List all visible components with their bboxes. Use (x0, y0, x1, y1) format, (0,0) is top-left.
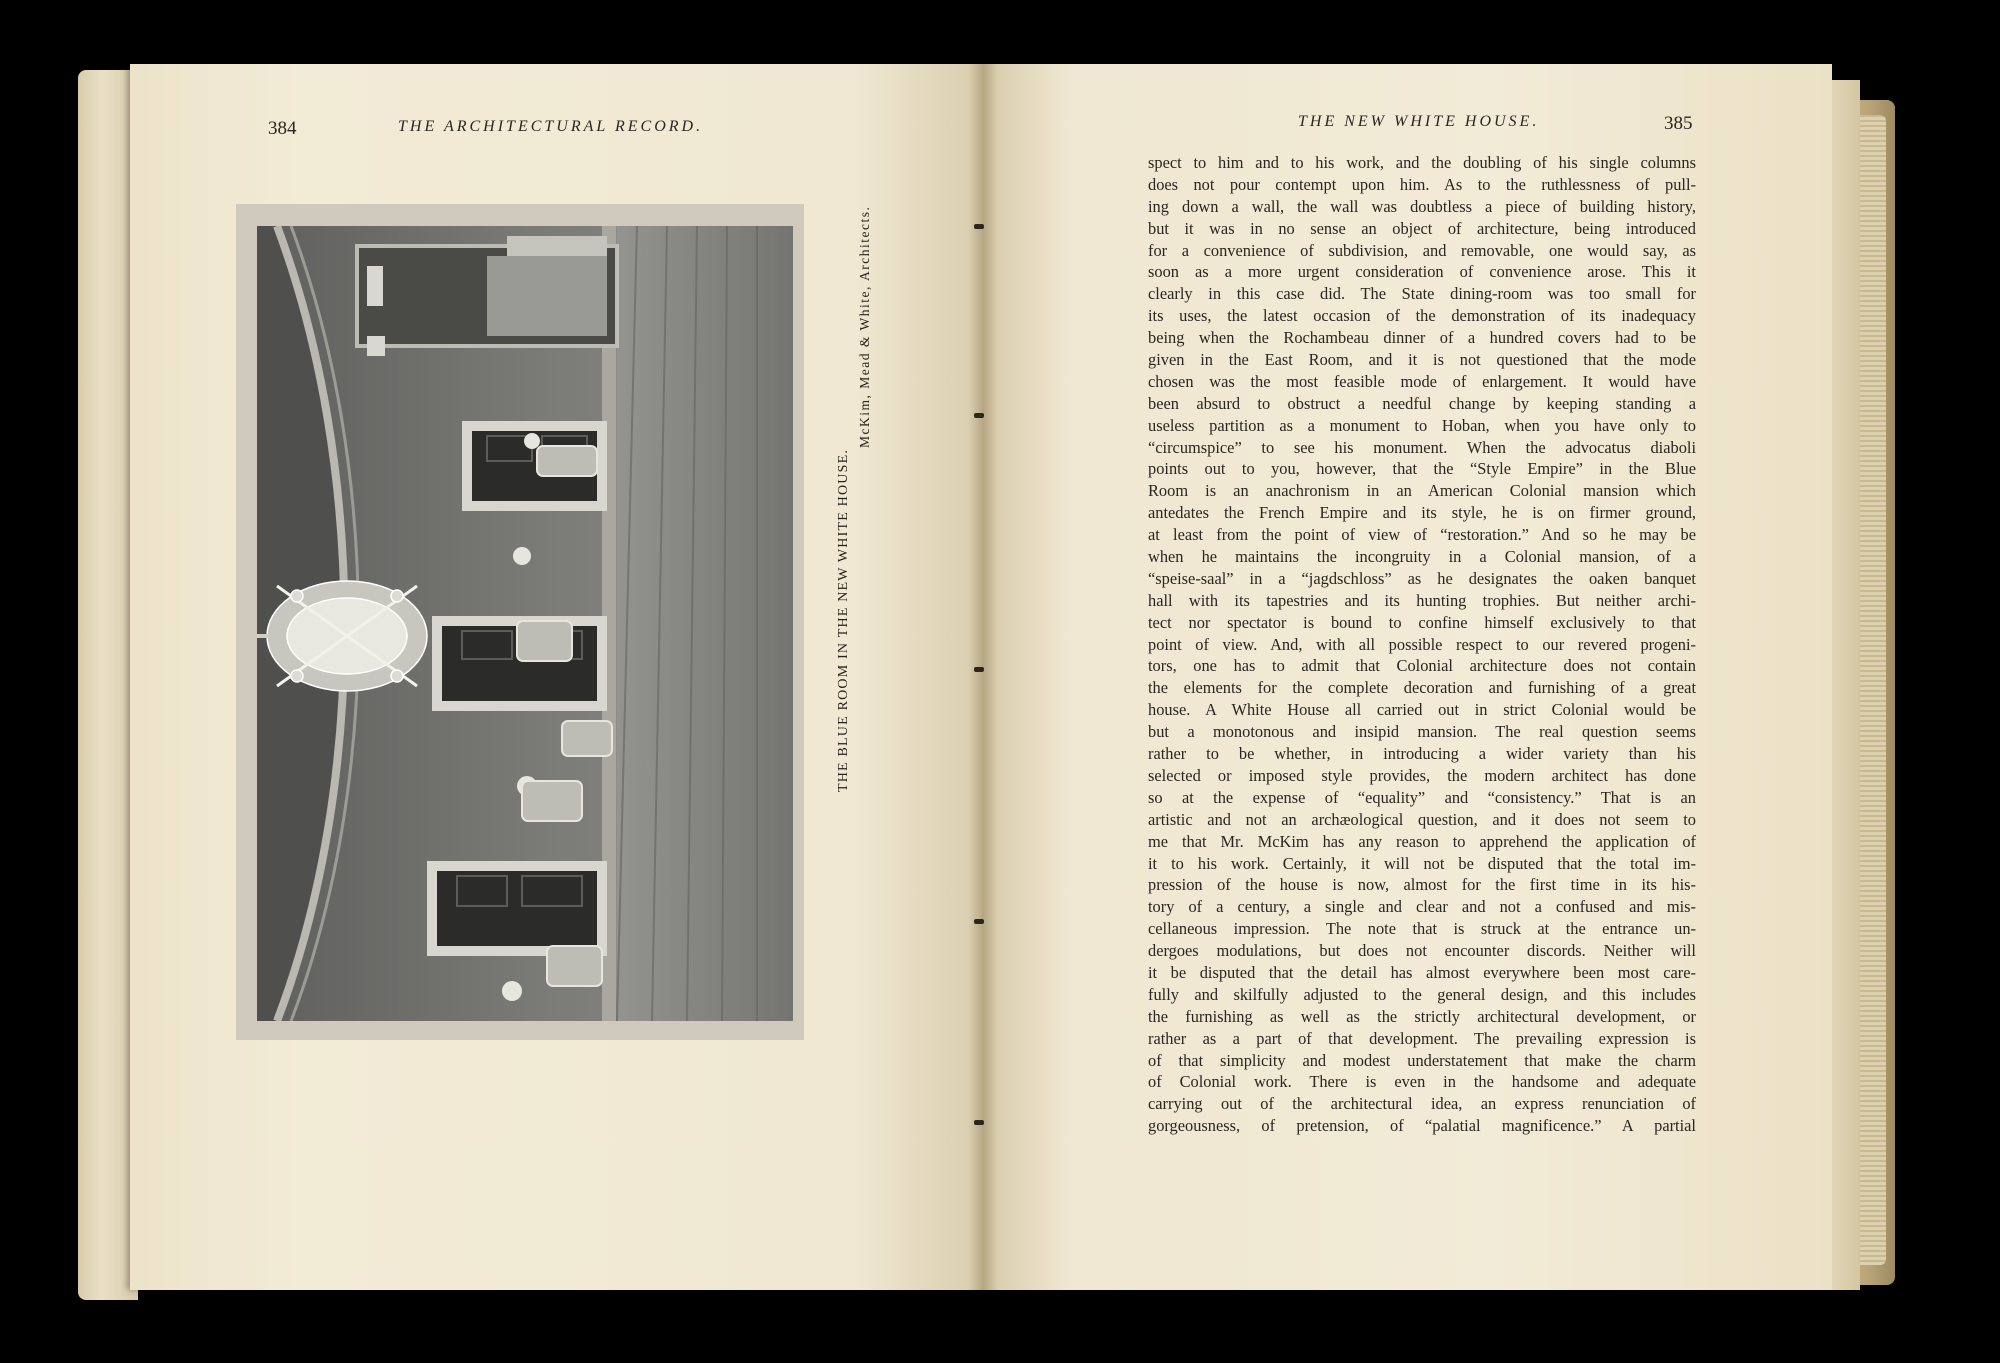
left-running-head: THE ARCHITECTURAL RECORD. (398, 118, 704, 135)
text-line: tory of a century, a single and clear and not a confused and mis- (1148, 897, 1696, 917)
plate-credit: McKim, Mead & White, Architects. (857, 205, 872, 448)
body-text (1148, 152, 1696, 1137)
text-line: been absurd to obstruct a needful change by keeping standing a (1148, 393, 1696, 413)
text-line: but it was in no sense an object of architecture, being introduced (1148, 218, 1696, 238)
text-line: carrying out of the architectural idea, an express renunciation of (1148, 1094, 1696, 1114)
binding-stitch (974, 224, 984, 229)
right-page-number: 385 (1664, 113, 1693, 134)
text-line: fully and skilfully adjusted to the general design, and this includes (1148, 984, 1696, 1004)
text-line: but a monotonous and insipid mansion. The real question seems (1148, 722, 1696, 742)
text-line: when he maintains the incongruity in a Colonial mansion, of a (1148, 547, 1696, 567)
plate-caption: THE BLUE ROOM IN THE NEW WHITE HOUSE. (836, 448, 851, 792)
text-line: soon as a more urgent consideration of convenience arose. This it (1148, 262, 1696, 282)
right-running-head: THE NEW WHITE HOUSE. (1298, 113, 1540, 130)
text-line: selected or imposed style provides, the modern architect has done (1148, 765, 1696, 785)
text-line: Room is an anachronism in an American Colonial mansion which (1148, 481, 1696, 501)
binding-stitch (974, 1120, 984, 1125)
left-page-edges (78, 70, 138, 1300)
text-line: artistic and not an archæological question, and it does not seem to (1148, 809, 1696, 829)
text-line: of that simplicity and modest understatement that make the charm (1148, 1050, 1696, 1070)
text-line: antedates the French Empire and its style, he is on firmer ground, (1148, 503, 1696, 523)
text-line: the elements for the complete decoration and furnishing of a great (1148, 678, 1696, 698)
text-line: house. A White House all carried out in strict Colonial would be (1148, 700, 1696, 720)
text-line: its uses, the latest occasion of the demonstration of its inadequacy (1148, 306, 1696, 326)
text-line: it to his work. Certainly, it will not be disputed that the total im- (1148, 853, 1696, 873)
text-line: does not pour contempt upon him. As to the ruthlessness of pull- (1148, 174, 1696, 194)
text-line: spect to him and to his work, and the doubling of his single columns (1148, 153, 1696, 172)
text-line: me that Mr. McKim has any reason to apprehend the application of (1148, 831, 1696, 851)
text-line: rather to be whether, in introducing a wider variety than his (1148, 744, 1696, 764)
text-line: the furnishing as well as the strictly architectural development, or (1148, 1006, 1696, 1026)
text-line: ing down a wall, the wall was doubtless a piece of building history, (1148, 196, 1696, 216)
text-line: point of view. And, with all possible respect to our revered progeni- (1148, 634, 1696, 654)
left-page-number: 384 (268, 118, 297, 139)
book-gutter (968, 64, 998, 1290)
right-page-edges (1858, 115, 1886, 1265)
text-line: it be disputed that the detail has almost everywhere been most care- (1148, 962, 1696, 982)
text-line: tors, one has to admit that Colonial architecture does not contain (1148, 656, 1696, 676)
text-line: so at the expense of “equality” and “consistency.” That is an (1148, 787, 1696, 807)
text-line: of Colonial work. There is even in the handsome and adequate (1148, 1072, 1696, 1092)
text-line: rather as a part of that development. The prevailing expression is (1148, 1028, 1696, 1048)
text-line: chosen was the most feasible mode of enlargement. It would have (1148, 371, 1696, 391)
text-line: tect nor spectator is bound to confine himself exclusively to that (1148, 612, 1696, 632)
text-line: given in the East Room, and it is not questioned that the mode (1148, 350, 1696, 370)
text-line: clearly in this case did. The State dining-room was too small for (1148, 284, 1696, 304)
text-line: at least from the point of view of “restoration.” And so he may be (1148, 525, 1696, 545)
text-line: being when the Rochambeau dinner of a hundred covers had to be (1148, 328, 1696, 348)
text-line: “circumspice” to see his monument. When the advocatus diaboli (1148, 437, 1696, 457)
binding-stitch (974, 919, 984, 924)
text-line: useless partition as a monument to Hoban, when you have only to (1148, 415, 1696, 435)
binding-stitch (974, 413, 984, 418)
binding-stitch (974, 667, 984, 672)
text-line: hall with its tapestries and its hunting trophies. But neither archi- (1148, 590, 1696, 610)
text-line: for a convenience of subdivision, and removable, one would say, as (1148, 240, 1696, 260)
text-line: “speise-saal” in a “jagdschloss” as he designates the oaken banquet (1148, 568, 1696, 588)
text-line: cellaneous impression. The note that is struck at the entrance un- (1148, 919, 1696, 939)
text-line: gorgeousness, of pretension, of “palatial magnificence.” A partial (1148, 1116, 1696, 1136)
text-line: pression of the house is now, almost for the first time in its his- (1148, 875, 1696, 895)
blue-room-photograph (257, 226, 793, 1021)
text-line: dergoes modulations, but does not encounter discords. Neither will (1148, 941, 1696, 961)
text-line: points out to you, however, that the “Style Empire” in the Blue (1148, 459, 1696, 479)
